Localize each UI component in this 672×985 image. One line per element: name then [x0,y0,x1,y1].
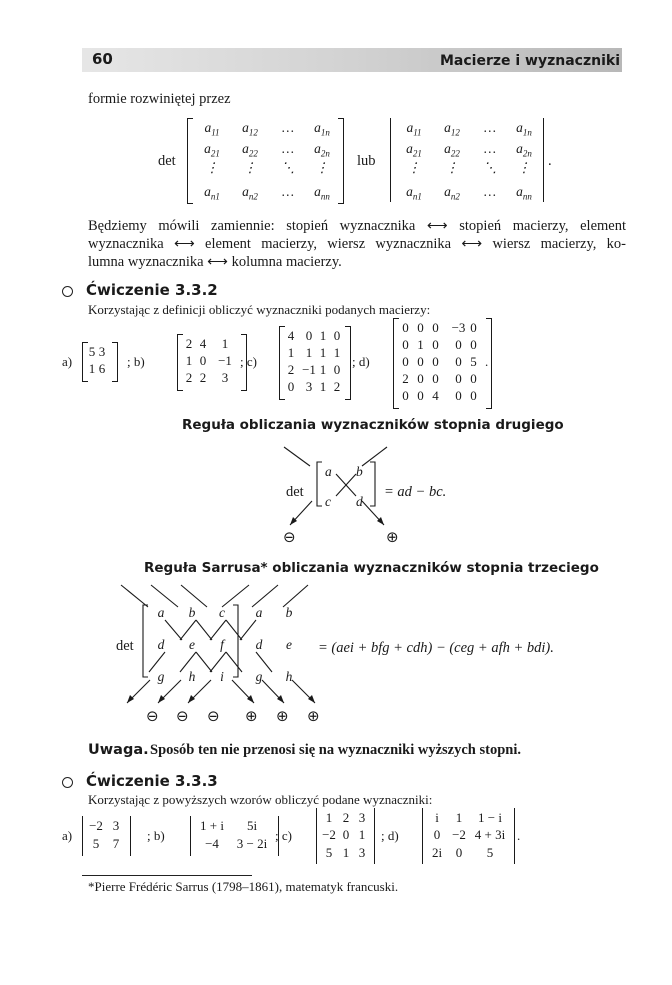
matrix-cell: 1 [88,361,96,376]
intro-period: . [548,153,552,169]
running-title: Macierze i wyznaczniki [439,53,620,69]
ex333-right-bar [278,816,279,856]
determinant-cell: 2 [342,810,350,825]
rule-2-right-bracket [370,462,375,506]
matrix-cell: 0 [402,388,409,403]
sarrus-extra-cell: e [286,637,292,652]
matrix-cell: $a_{n1}$ [406,184,422,202]
matrix-cell: 0 [455,354,462,369]
sarrus-cell: d [157,637,165,652]
matrix-cell: 1 [287,345,295,360]
matrix-cell: ⋱ [281,160,295,175]
exercise-333-instruction: Korzystając z powyższych wzorów obliczyć podane wyznaczniki: [88,792,433,807]
determinant-cell: 4 + 3i [474,827,506,843]
sarrus-cell: e [189,637,195,652]
matrix-cell: … [483,184,496,199]
determinant-cell: −2 [89,818,103,833]
page-number: 60 [92,50,113,68]
determinant-cell: 0 [342,827,350,843]
sarrus-cell: a [157,605,165,620]
matrix-cell: 0 [417,354,424,369]
exercise-333-label-b: ; b) [147,828,165,843]
sarrus-minus-sign-icon-3: ⊖ [207,707,220,725]
matrix-cell: 0 [455,388,462,403]
matrix-cell: ⋮ [243,160,257,175]
matrix-cell: $a_{nn}$ [314,184,330,202]
matrix-cell: $a_{n2}$ [242,184,258,202]
exercise-333-period: . [517,828,521,843]
matrix-cell: $a_{21}$ [406,141,422,159]
determinant-cell: 3 [112,818,120,833]
matrix-cell: 0 [455,337,462,352]
matrix-cell: 0 [402,354,409,369]
rule-2-left-bracket [317,462,322,506]
intro-paragraph-line-2: wyznacznika ⟷ element macierzy, wiersz wyznacznika ⟷ wiersz macierzy, ko- [88,236,626,252]
matrix-cell: 0 [470,388,477,403]
intro-lead: formie rozwiniętej przez [88,91,231,107]
matrix-cell: 4 [432,388,439,403]
footnote: *Pierre Frédéric Sarrus (1798–1861), matematyk francuski. [88,879,399,894]
exercise-332-label-b: ; b) [127,354,145,369]
matrix-cell: $a_{11}$ [406,120,422,138]
matrix-cell: 0 [432,371,439,386]
matrix-cell: $a_{1n}$ [314,120,330,138]
matrix-cell: 5 [470,354,477,369]
matrix-cell: $a_{n2}$ [444,184,460,202]
matrix-cell: … [483,120,496,135]
footnote-separator [82,875,252,876]
matrix-cell: $a_{n1}$ [204,184,220,202]
sarrus-cell: f [220,637,224,652]
rule-3-det-label: det [116,638,134,654]
matrix-cell: … [281,120,294,135]
determinant-cell: 1 [455,810,463,825]
rule-2-plus-sign-icon: ⊕ [386,528,399,546]
matrix-cell: $a_{2n}$ [516,141,532,159]
matrix-cell: 3 [98,344,106,359]
exercise-332-instruction: Korzystając z definicji obliczyć wyznaczniki podanych macierzy: [88,302,431,317]
determinant-cell: 5i [246,818,258,833]
intro-paragraph-line-1: Będziemy mówili zamiennie: stopień wyznacznika ⟷ stopień macierzy, element [88,218,626,234]
exercise-bullet-icon [62,777,73,788]
sarrus-cell: i [220,669,224,684]
matrix-cell: 5 [88,344,96,359]
sarrus-cell: h [188,669,196,684]
matrix-cell: 1 [417,337,424,352]
matrix-cell: 0 [470,337,477,352]
matrix-cell: 0 [287,379,295,394]
sarrus-cell: g [157,669,165,684]
matrix-cell: $a_{nn}$ [516,184,532,202]
matrix-cell: ⋮ [205,160,219,175]
sarrus-minus-sign-icon-1: ⊖ [146,707,159,725]
intro-lub-label: lub [357,153,376,169]
sarrus-extra-cell: h [285,669,293,684]
matrix-cell: 1 [221,336,229,351]
matrix-cell: 2 [402,371,409,386]
exercise-332-label-c: ; c) [240,354,257,369]
sarrus-extra-cell: b [285,605,293,620]
ex333-left-bar [422,808,423,864]
rule-2-entry-b: b [356,464,363,479]
matrix-cell: 1 [319,362,327,377]
matrix-cell: 2 [185,336,193,351]
matrix-cell: 0 [470,320,477,335]
determinant-cell: 5 [92,836,100,851]
matrix-cell: $a_{12}$ [242,120,258,138]
exercise-333-label-c: ; c) [275,828,292,843]
rule-2-entry-a: a [325,464,332,479]
matrix-cell: 2 [185,370,193,385]
sarrus-extra-cell: a [255,605,263,620]
determinant-cell: 3 [358,844,366,860]
exercise-332-label-a: a) [62,354,73,369]
sarrus-extra-cell: g [255,669,263,684]
matrix-cell: 1 [333,345,341,360]
matrix-cell: 0 [333,328,341,343]
matrix-cell: 1 [185,353,193,368]
sarrus-minus-sign-icon-2: ⊖ [176,707,189,725]
sarrus-cell: b [188,605,196,620]
exercise-333-label-d: ; d) [381,828,399,843]
sarrus-extra-cell: d [255,637,263,652]
rule-2-det-label: det [286,484,304,500]
determinant-cell: −2 [452,827,466,843]
matrix-cell: −3 [451,320,466,335]
determinant-cell: 2i [431,844,443,860]
matrix-cell: −1 [218,353,232,368]
exercise-332-period: . [485,354,489,369]
matrix-cell: 2 [287,362,295,377]
matrix-cell: 0 [417,371,424,386]
matrix-cell: $a_{22}$ [242,141,258,159]
matrix-cell: 0 [432,354,439,369]
matrix-cell: 0 [417,388,424,403]
exercise-332-title: Ćwiczenie 3.3.2 [86,281,218,299]
matrix-cell: $a_{12}$ [444,120,460,138]
sarrus-left-bracket [143,605,148,677]
matrix-cell: … [281,184,294,199]
determinant-cell: 0 [455,844,463,860]
determinant-cell: i [435,810,439,825]
matrix-cell: 0 [333,362,341,377]
rule-3-result: = (aei + bfg + cdh) − (ceg + afh + bdi). [318,640,554,656]
remark-text: Sposób ten nie przenosi się na wyznaczniki wyższych stopni. [150,742,521,758]
matrix-cell: 0 [432,337,439,352]
rule-3-title: Reguła Sarrusa* obliczania wyznaczników stopnia trzeciego [144,560,599,576]
determinant-cell: 0 [433,827,441,843]
rule-2-entry-c: c [325,494,331,509]
matrix-cell: 4 [287,328,295,343]
matrix-cell: 1 [305,345,313,360]
matrix-cell: … [483,141,496,156]
matrix-cell: 0 [305,328,313,343]
matrix-cell: $a_{22}$ [444,141,460,159]
determinant-cell: −4 [205,836,219,851]
matrix-cell: 2 [333,379,341,394]
matrix-cell: ⋮ [407,160,421,175]
ex333-left-bar [190,816,191,856]
rule-2-entry-d: d [356,494,363,509]
remark-label: Uwaga. [88,742,149,758]
matrix-cell: 6 [98,361,106,376]
matrix-cell: 0 [402,337,409,352]
matrix-cell: $a_{11}$ [204,120,220,138]
determinant-cell: 1 [342,844,350,860]
determinant-cell: 1 − i [478,810,502,825]
ex333-left-bar [316,808,317,864]
ex333-right-bar [130,816,131,856]
matrix-cell: 0 [455,371,462,386]
ex333-right-bar [514,808,515,864]
matrix-cell: 0 [417,320,424,335]
determinant-cell: 1 [325,810,333,825]
rule-2-minus-sign-icon: ⊖ [283,528,296,546]
matrix-cell: 2 [199,370,207,385]
matrix-cell: … [281,141,294,156]
matrix-cell: 1 [319,379,327,394]
sarrus-cell: c [219,605,225,620]
rule-2-title: Reguła obliczania wyznaczników stopnia drugiego [182,417,564,433]
matrix-cell: −1 [302,362,316,377]
sarrus-plus-sign-icon-3: ⊕ [307,707,320,725]
intro-paragraph-line-3: lumna wyznacznika ⟷ kolumna macierzy. [88,254,342,270]
matrix-cell: 3 [305,379,313,394]
exercise-332-label-d: ; d) [352,354,370,369]
rule-2-top-left-arrow [284,447,310,466]
sarrus-plus-sign-icon-1: ⊕ [245,707,258,725]
matrix-cell: 0 [470,371,477,386]
determinant-cell: 7 [112,836,120,851]
matrix-cell: ⋮ [517,160,531,175]
matrix-cell: 1 [319,345,327,360]
determinant-cell: −2 [322,827,336,843]
determinant-cell: 5 [325,844,333,860]
matrix-cell: 0 [432,320,439,335]
determinant-cell: 1 [358,827,366,843]
determinant-cell: 5 [486,844,494,860]
matrix-cell: ⋱ [483,160,497,175]
matrix-cell: $a_{21}$ [204,141,220,159]
rule-2-result: = ad − bc. [384,484,447,500]
sarrus-plus-sign-icon-2: ⊕ [276,707,289,725]
matrix-cell: 3 [221,370,229,385]
exercise-333-title: Ćwiczenie 3.3.3 [86,772,218,790]
ex333-right-bar [374,808,375,864]
matrix-cell: 0 [402,320,409,335]
exercise-333-label-a: a) [62,828,73,843]
matrix-cell: ⋮ [315,160,329,175]
matrix-cell: 1 [319,328,327,343]
matrix-cell: 4 [199,336,207,351]
matrix-cell: 0 [199,353,207,368]
determinant-cell: 3 [358,810,366,825]
intro-det-label: det [158,153,176,169]
matrix-cell: $a_{1n}$ [516,120,532,138]
determinant-cell: 3 − 2i [236,836,268,851]
ex333-left-bar [82,816,83,856]
determinant-cell: 1 + i [200,818,224,833]
matrix-cell: $a_{2n}$ [314,141,330,159]
matrix-cell: ⋮ [445,160,459,175]
